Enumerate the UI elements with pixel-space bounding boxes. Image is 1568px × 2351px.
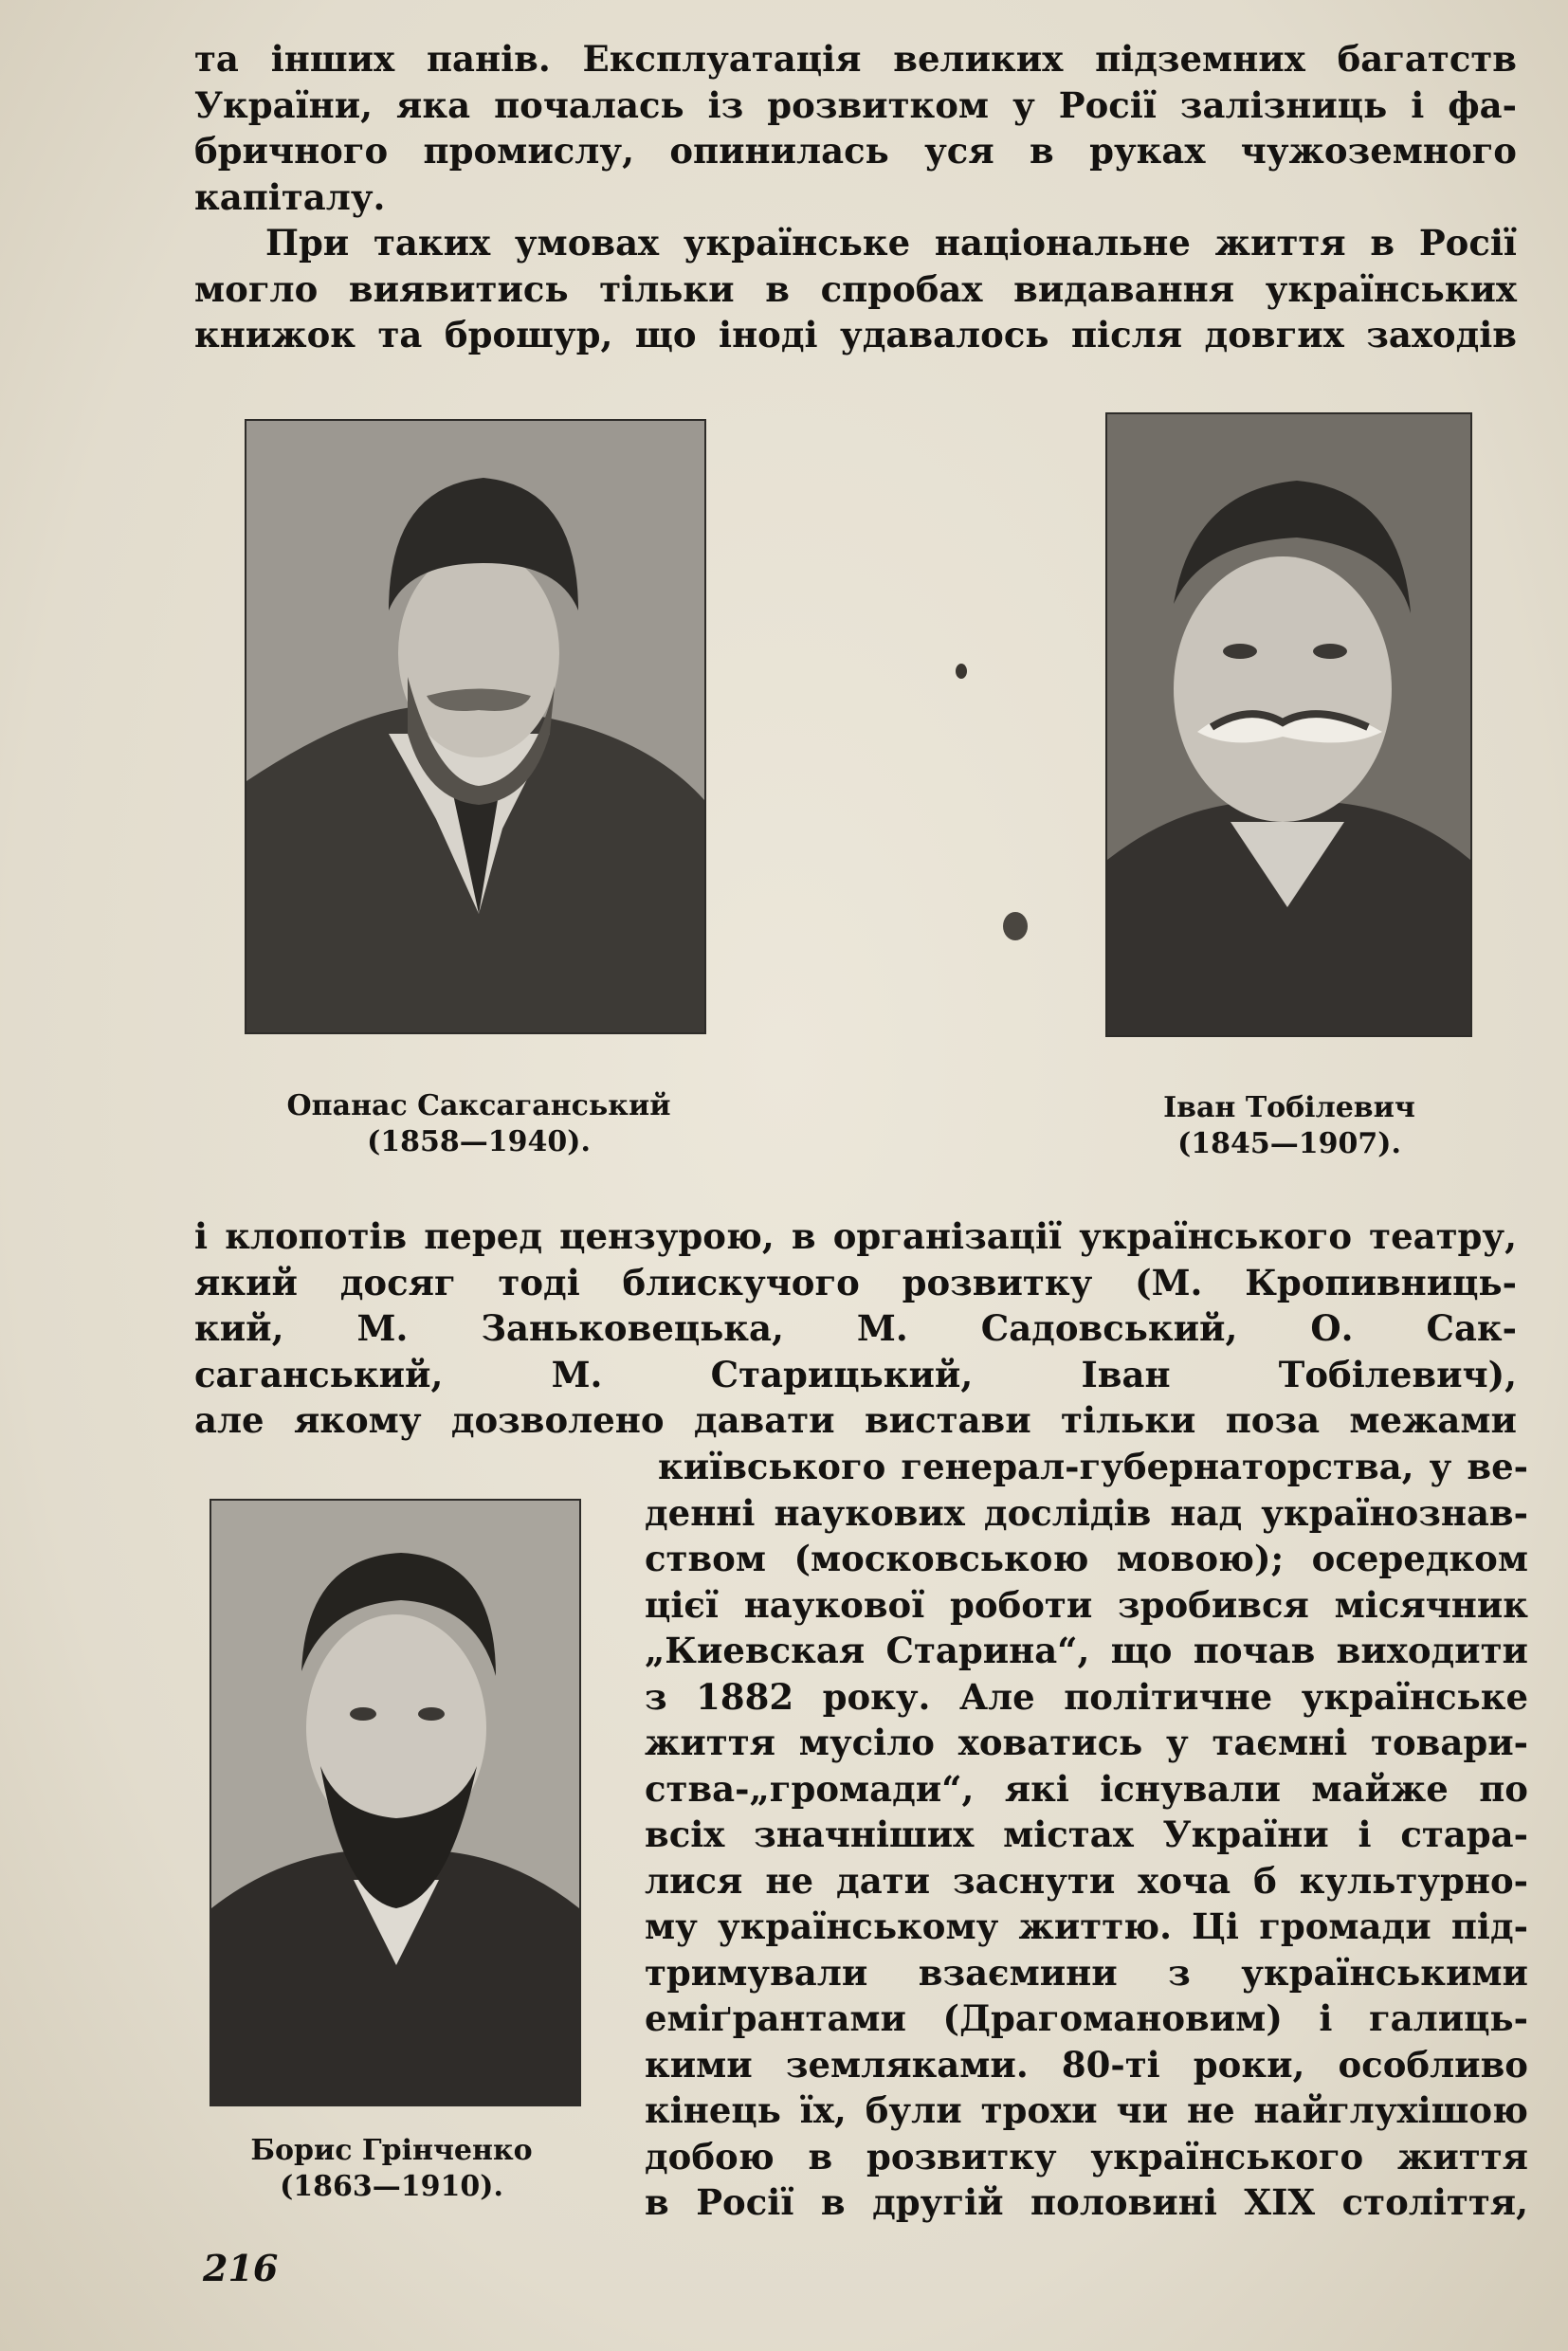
paper-spot <box>1003 912 1028 940</box>
text-line: могло виявитись тільки в спробах видавання українських <box>194 267 1517 310</box>
portrait-saksahanskyi <box>246 421 704 1032</box>
text-line: України, яка почалась із розвитком у Росії залізниць і фа- <box>194 83 1517 126</box>
text-line: кий, М. Заньковецька, М. Садовський, О. Сак- <box>194 1307 1517 1349</box>
text-line: і клопотів перед цензурою, в організації українського театру, <box>194 1215 1517 1257</box>
text-line: лися не дати заснути хоча б культурно- <box>645 1859 1528 1902</box>
caption-tobilevych <box>1067 1090 1512 1162</box>
caption-years: (1845—1907). <box>1177 1127 1401 1160</box>
text-line: книжок та брошур, що іноді удавалось після довгих заходів <box>194 314 1517 355</box>
page-number: 216 <box>203 2247 279 2289</box>
text-line: При таких умовах українське національне життя в Росії <box>265 222 1517 264</box>
paragraph-4 <box>645 1444 1528 2226</box>
text-line: „Киевская Старина“, що почав виходити <box>645 1630 1528 1671</box>
text-line: бричного промислу, опинилась уся в руках чужоземного <box>194 130 1517 172</box>
text-line: який досяг тоді блискучого розвитку (М. Кропивниць- <box>194 1261 1517 1303</box>
text-line: ства-„громади“, які існували майже по <box>645 1767 1528 1810</box>
text-line: та інших панів. Експлуатація великих підземних багатств <box>194 38 1517 80</box>
text-line: з 1882 року. Але політичне українське <box>645 1675 1528 1718</box>
paragraph-1 <box>194 36 1517 220</box>
text-line: еміґрантами (Драгомановим) і галиць- <box>645 1997 1528 2039</box>
text-line: денні наукових дослідів над українознав- <box>645 1491 1528 1534</box>
text-line: цієї наукової роботи зробився місячник <box>645 1583 1528 1626</box>
text-line: життя мусіло ховатись у таємні товари- <box>645 1722 1528 1763</box>
paragraph-2 <box>194 220 1517 358</box>
caption-hrinchenko <box>197 2133 586 2205</box>
text-line: саганський, М. Старицький, Іван Тобілевич), <box>194 1353 1517 1395</box>
paper-spot <box>956 664 967 679</box>
text-line: капіталу. <box>194 175 386 218</box>
text-line: київського генерал-губернаторства, у ве- <box>658 1446 1528 1487</box>
text-line: всіх значніших містах України і стара- <box>645 1813 1528 1855</box>
text-line: добою в розвитку українського життя <box>645 2135 1528 2178</box>
caption-name: Опанас Саксаганський <box>286 1089 671 1122</box>
text-line: кінець їх, були трохи чи не найглухішою <box>645 2089 1528 2131</box>
text-line: кими земляками. 80-ті роки, особливо <box>645 2043 1528 2086</box>
text-line: в Росії в другій половині XIX століття, <box>645 2181 1528 2223</box>
caption-saksahanskyi <box>251 1088 706 1160</box>
caption-name: Іван Тобілевич <box>1163 1091 1415 1124</box>
portrait-tobilevych <box>1107 414 1470 1035</box>
text-line: му українському життю. Ці громади під- <box>645 1905 1528 1947</box>
caption-years: (1858—1940). <box>367 1125 591 1158</box>
caption-name: Борис Грінченко <box>250 2134 533 2167</box>
caption-years: (1863—1910). <box>280 2170 503 2203</box>
text-line: ством (московською мовою); осередком <box>645 1538 1528 1579</box>
text-line: але якому дозволено давати вистави тільки поза межами <box>194 1399 1517 1441</box>
text-line: тримували взаємини з українськими <box>645 1951 1528 1994</box>
paragraph-3 <box>194 1213 1517 1444</box>
portrait-hrinchenko <box>211 1501 579 2105</box>
